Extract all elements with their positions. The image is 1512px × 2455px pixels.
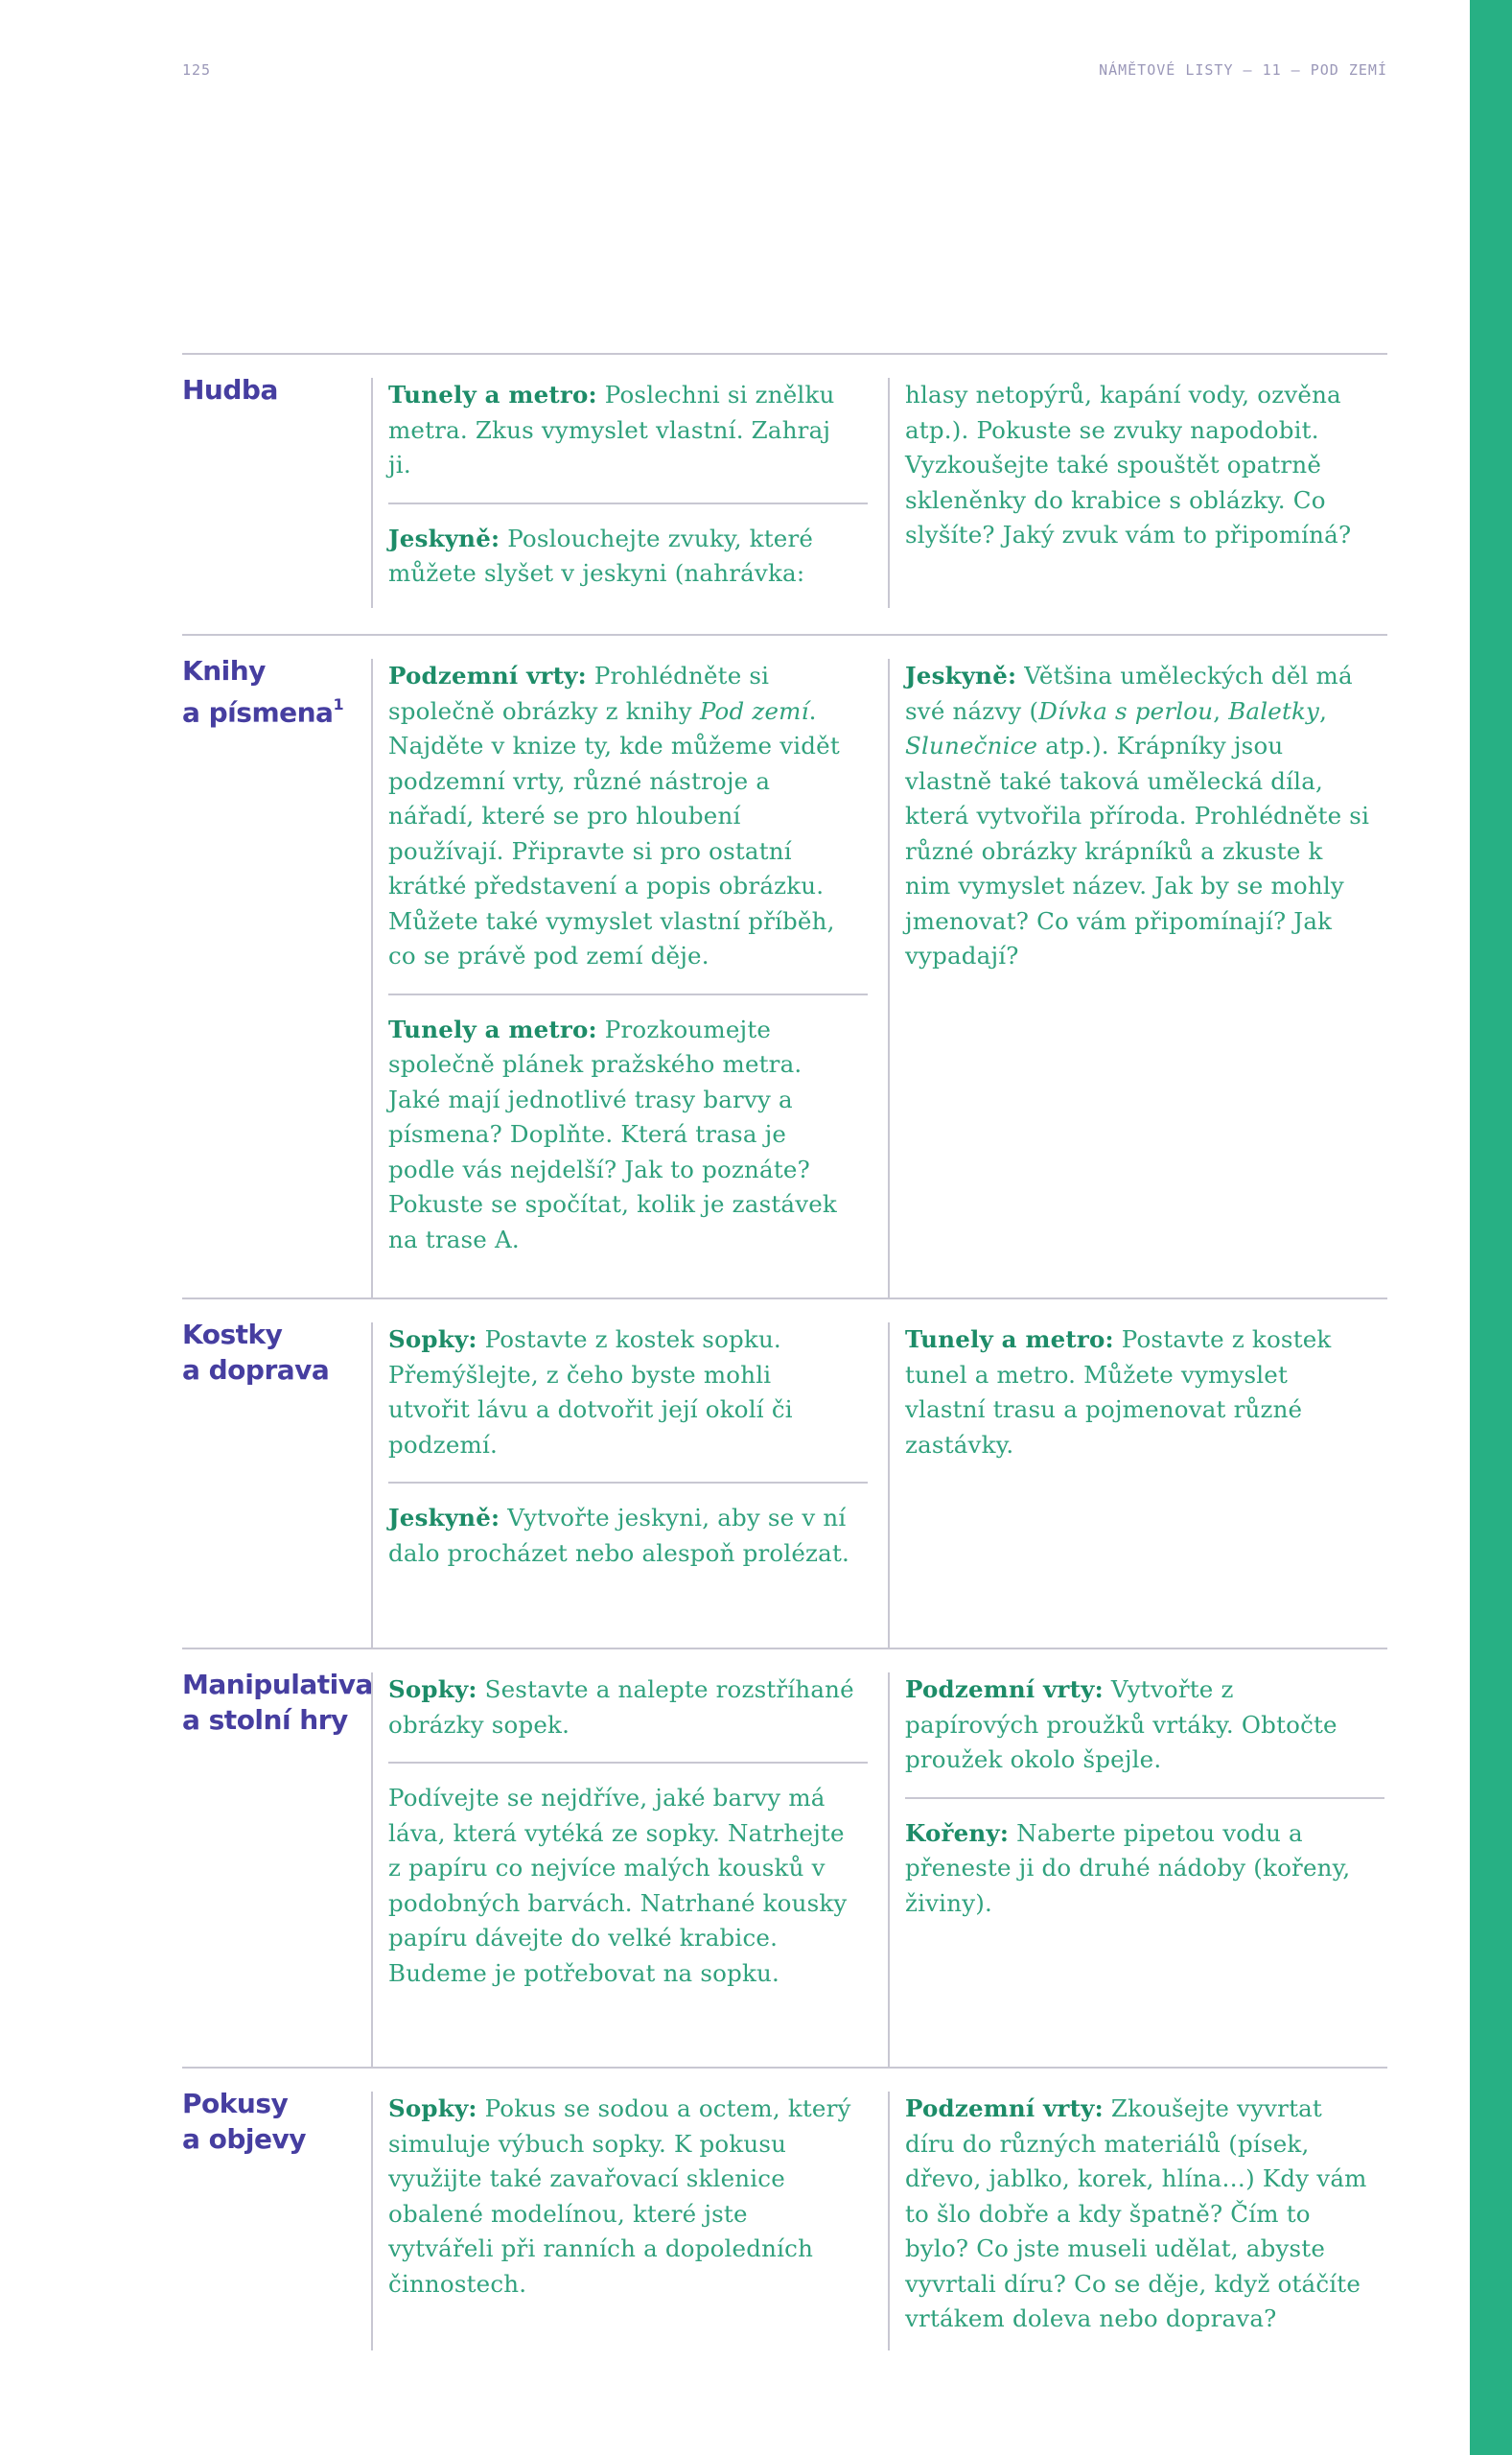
column-right bbox=[888, 2092, 1374, 2350]
page-number: 125 bbox=[182, 61, 212, 79]
block-divider bbox=[388, 994, 868, 995]
activity-block: Kořeny: Naberte pipetou vodu a přeneste ji do druhé nádoby (kořeny, živiny). bbox=[905, 1818, 1351, 1917]
column-left bbox=[371, 1672, 857, 2068]
block-divider bbox=[905, 1797, 1384, 1799]
column-left bbox=[371, 2092, 857, 2350]
section-manipulativa bbox=[182, 1648, 1387, 2071]
activity-block: Podívejte se nejdříve, jaké barvy má láva, která vytéká ze sopky. Natrhejte z papíru co nejvíce malých kousků v podobných barvách. Natrhané kousky papíru dávejte do velké krabice. Budeme je potřebovat na sopku. bbox=[388, 1784, 848, 1987]
activity-block: Podzemní vrty: Prohlédněte si společně obrázky z knihy Pod zemí. Najděte v knize ty, kde můžeme vidět podzemní vrty, různé nástroje a nářadí, které se pro hloubení používají. Připravte si pro ostatní krátké představení a popis obrázku. Můžete také vymyslet vlastní příběh, co se právě pod zemí děje. bbox=[388, 662, 840, 970]
block-divider bbox=[388, 1762, 868, 1764]
activity-block: Tunely a metro: Poslechni si znělku metra. Zkus vymyslet vlastní. Zahraj ji. bbox=[388, 381, 835, 479]
accent-sidebar-bar bbox=[1470, 0, 1512, 2455]
column-right bbox=[888, 378, 1374, 608]
column-left bbox=[371, 659, 857, 1299]
running-title: NÁMĚTOVÉ LISTY – 11 – POD ZEMÍ bbox=[1099, 61, 1387, 79]
activity-block: Jeskyně: Vytvořte jeskyni, aby se v ní dalo procházet nebo alespoň prolézat. bbox=[388, 1504, 849, 1567]
activity-block: Sopky: Postavte z kostek sopku. Přemýšlejte, z čeho byste mohli utvořit lávu a dotvořit její okolí či podzemí. bbox=[388, 1325, 793, 1459]
column-right bbox=[888, 659, 1374, 1299]
block-divider bbox=[388, 1482, 868, 1484]
column-right bbox=[888, 1672, 1374, 2068]
activity-block: Jeskyně: Poslouchejte zvuky, které můžete slyšet v jeskyni (nahrávka: bbox=[388, 524, 814, 587]
column-left bbox=[371, 1322, 857, 1648]
activity-block: Jeskyně: Většina uměleckých děl má své názvy (Dívka s perlou, Baletky, Slunečnice atp.). Krápníky jsou vlastně také taková umělecká díla, která vytvořila příroda. Prohlédněte si různé obrázky krápníků a zkuste k nim vymyslet název. Jak by se mohly jmenovat? Co vám připomínají? Jak vypadají? bbox=[905, 662, 1370, 970]
activity-block: Podzemní vrty: Zkoušejte vyvrtat díru do různých materiálů (písek, dřevo, jablko, korek, hlína…) Kdy vám to šlo dobře a kdy špatně? Čím to bylo? Co jste museli udělat, abyste vyvrtali díru? Co se děje, když otáčíte vrtákem doleva nebo doprava? bbox=[905, 2094, 1367, 2332]
category-label: Kostky a doprava bbox=[182, 1319, 330, 1386]
activity-block: Podzemní vrty: Vytvořte z papírových proužků vrtáky. Obtočte proužek okolo špejle. bbox=[905, 1675, 1338, 1773]
section-hudba bbox=[182, 353, 1387, 614]
category-label: Pokusy a objevy bbox=[182, 2088, 307, 2155]
column-left bbox=[371, 378, 857, 608]
section-kostky-a-doprava bbox=[182, 1298, 1387, 1625]
activity-block: Tunely a metro: Prozkoumejte společně plánek pražského metra. Jaké mají jednotlivé trasy barvy a písmena? Doplňte. Která trasa je podle vás nejdelší? Jak to poznáte? Pokuste se spočítat, kolik je zastávek na trase A. bbox=[388, 1015, 837, 1253]
block-divider bbox=[388, 503, 868, 504]
footnote-marker: 1 bbox=[333, 695, 344, 713]
category-label: Hudba bbox=[182, 374, 278, 406]
activity-block: Tunely a metro: Postavte z kostek tunel a metro. Můžete vymyslet vlastní trasu a pojmenovat různé zastávky. bbox=[905, 1325, 1332, 1459]
section-pokusy-a-objevy bbox=[182, 2067, 1387, 2356]
activity-block: hlasy netopýrů, kapání vody, ozvěna atp.). Pokuste se zvuky napodobit. Vyzkoušejte také spouštět opatrně skleněnky do krabice s oblázky. Co slyšíte? Jaký zvuk vám to připomíná? bbox=[905, 381, 1352, 549]
activity-block: Sopky: Sestavte a nalepte rozstříhané obrázky sopek. bbox=[388, 1675, 854, 1739]
activity-block: Sopky: Pokus se sodou a octem, který simuluje výbuch sopky. K pokusu využijte také zavařovací sklenice obalené modelínou, které jste vytvářeli při ranních a dopoledních činnostech. bbox=[388, 2094, 851, 2298]
section-knihy-a-pismena bbox=[182, 634, 1387, 1278]
column-right bbox=[888, 1322, 1374, 1648]
category-label: Knihy a písmena$^1$ bbox=[182, 655, 344, 729]
category-label: Manipulativa a stolní hry bbox=[182, 1669, 373, 1736]
